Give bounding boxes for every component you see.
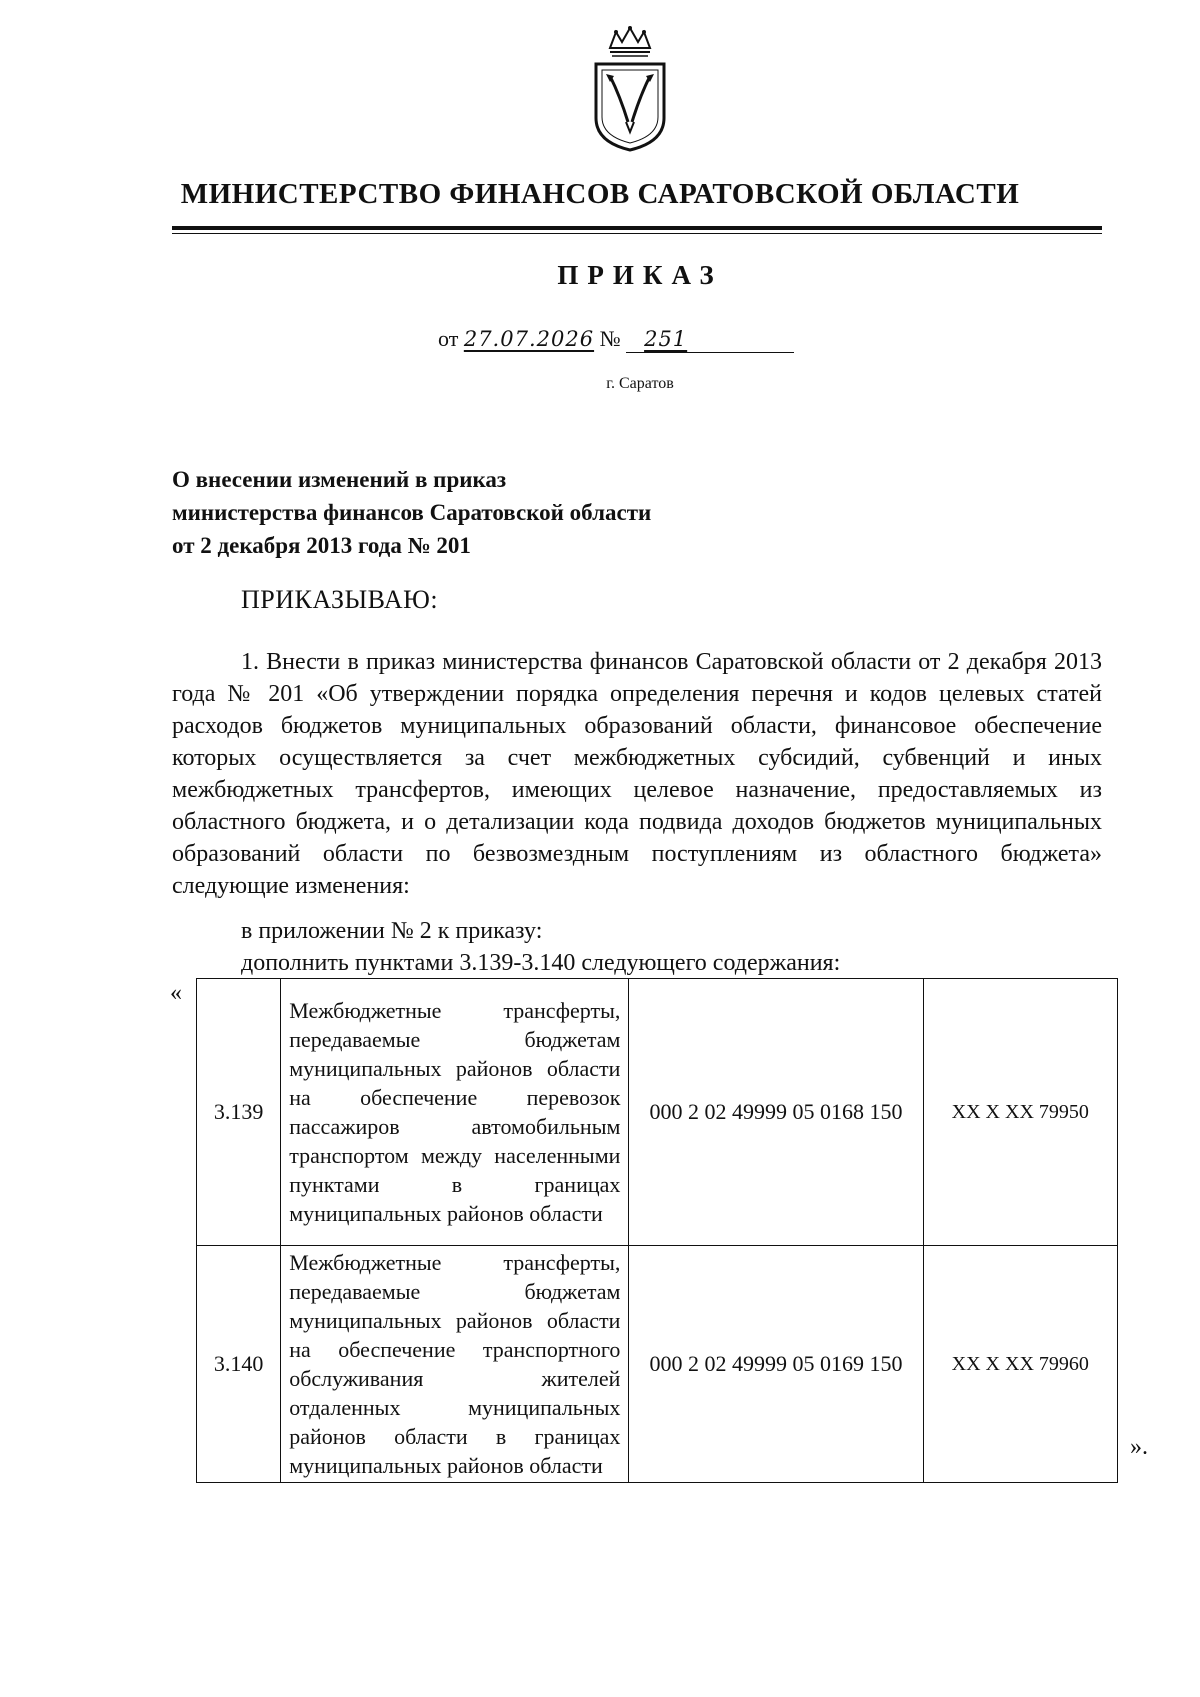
subject-line-2: министерства финансов Саратовской области bbox=[172, 500, 652, 525]
coat-of-arms-emblem bbox=[590, 26, 670, 152]
number-label: № bbox=[599, 326, 621, 351]
opening-quote: « bbox=[170, 980, 182, 1006]
row-income-code: 000 2 02 49999 05 0168 150 bbox=[629, 979, 923, 1246]
order-subject bbox=[172, 463, 651, 562]
amendment-table bbox=[196, 978, 1118, 1483]
row-income-code: 000 2 02 49999 05 0169 150 bbox=[629, 1246, 923, 1483]
subject-line-1: О внесении изменений в приказ bbox=[172, 467, 507, 492]
ministry-name: МИНИСТЕРСТВО ФИНАНСОВ САРАТОВСКОЙ ОБЛАСТИ bbox=[180, 178, 1020, 210]
body-paragraph bbox=[172, 646, 1102, 902]
order-directive: ПРИКАЗЫВАЮ: bbox=[241, 585, 439, 614]
header-rule-thin bbox=[172, 233, 1102, 234]
header-rule-thick bbox=[172, 226, 1102, 230]
row-number: 3.140 bbox=[197, 1246, 281, 1483]
row-description: Межбюджетные трансферты, передаваемые бюджетам муниципальных районов области на обеспечение перевозок пассажиров автомобильным транспортом между населенными пунктами в границах муниципальных районов области bbox=[281, 979, 629, 1246]
date-number-line bbox=[438, 326, 794, 353]
row-target-code: XX X XX 79950 bbox=[923, 979, 1117, 1246]
paragraph-1: 1. Внести в приказ министерства финансов Саратовской области от 2 декабря 2013 года № 201 «Об утверждении порядка определения перечня и кодов целевых статей расходов бюджетов муниципальных образований области, финансовое обеспечение которых осуществляется за счет межбюджетных субсидий, субвенций и иных межбюджетных трансфертов, имеющих целевое назначение, предоставляемых из областного бюджета, и о детализации кода подвида доходов бюджетов муниципальных образований области по безвозмездным поступлениям из областного бюджета» следующие изменения: bbox=[172, 649, 1102, 899]
handwritten-date: 27.07.2026 bbox=[463, 327, 595, 351]
row-description: Межбюджетные трансферты, передаваемые бюджетам муниципальных районов области на обеспечение транспортного обслуживания жителей отдаленных муниципальных районов области в границах муниципальных районов области bbox=[281, 1246, 629, 1483]
number-field bbox=[626, 326, 794, 353]
closing-quote: ». bbox=[1130, 1434, 1148, 1460]
table-row bbox=[197, 979, 1118, 1246]
table-row bbox=[197, 1246, 1118, 1483]
supplement-line: дополнить пунктами 3.139-3.140 следующего содержания: bbox=[241, 950, 841, 976]
document-type: ПРИКАЗ bbox=[557, 260, 723, 290]
appendix-line: в приложении № 2 к приказу: bbox=[241, 918, 543, 944]
row-number: 3.139 bbox=[197, 979, 281, 1246]
row-target-code: XX X XX 79960 bbox=[923, 1246, 1117, 1483]
city: г. Саратов bbox=[606, 375, 674, 392]
subject-line-3: от 2 декабря 2013 года № 201 bbox=[172, 533, 471, 558]
date-prefix: от bbox=[438, 326, 459, 351]
handwritten-number: 251 bbox=[644, 327, 688, 351]
